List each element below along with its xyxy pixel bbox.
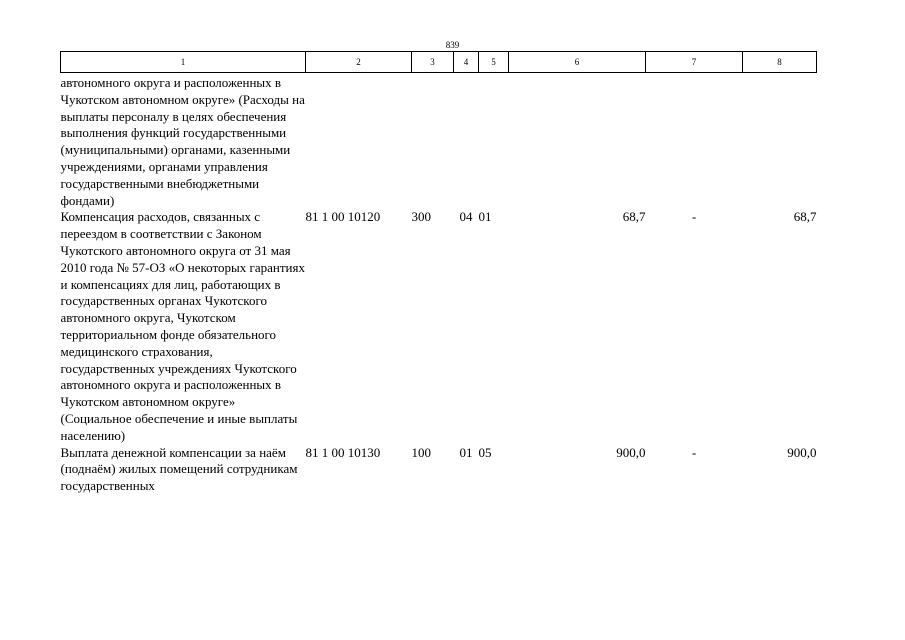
row-name: Выплата денежной компенсации за наём (поднаём) жилых помещений сотрудникам государственных xyxy=(60,444,298,494)
row-col-4: 04 xyxy=(459,209,473,225)
row-code: 81 1 00 10120 xyxy=(305,209,381,225)
row-col-7: - xyxy=(691,209,697,225)
table-row xyxy=(61,73,817,210)
row-col-5: 05 xyxy=(478,444,492,460)
table-row xyxy=(61,209,817,444)
row-col-7 xyxy=(646,73,743,210)
header-cell-3: 3 xyxy=(412,52,454,73)
row-col-6: 900,0 xyxy=(616,444,646,460)
row-col-4 xyxy=(454,73,479,210)
header-cell-1: 1 xyxy=(61,52,306,73)
header-cell-5: 5 xyxy=(479,52,509,73)
header-cell-4: 4 xyxy=(454,52,479,73)
row-col-5 xyxy=(479,73,509,210)
row-col-6 xyxy=(509,73,646,210)
row-col-6: 68,7 xyxy=(622,209,646,225)
header-cell-7: 7 xyxy=(646,52,743,73)
budget-table xyxy=(60,51,817,495)
row-col-8: 68,7 xyxy=(793,209,817,225)
row-name: Компенсация расходов, связанных с переездом в соответствии с Законом Чукотского автономного округа от 31 мая 2010 года № 57-ОЗ «О некоторых гарантиях и компенсациях для лиц, работающих в государственных органах Чукотского автономного округа, Чукотском территориальном фонде обязательного медицинского страхования, государственных учреждениях Чукотского автономного округа и расположенных в Чукотском автономном округе» (Социальное обеспечение и иные выплаты населению) xyxy=(60,209,305,443)
row-col-3: 100 xyxy=(411,444,431,460)
row-col-4: 01 xyxy=(459,444,473,460)
header-cell-8: 8 xyxy=(743,52,817,73)
row-col-3 xyxy=(412,73,454,210)
row-col-8: 900,0 xyxy=(787,444,817,460)
header-row xyxy=(61,52,817,73)
row-code: 81 1 00 10130 xyxy=(305,444,381,460)
header-cell-6: 6 xyxy=(509,52,646,73)
row-col-3: 300 xyxy=(411,209,431,225)
row-col-8 xyxy=(743,73,817,210)
table-row xyxy=(61,445,817,495)
row-name: автономного округа и расположенных в Чукотском автономном округе» (Расходы на выплаты персоналу в целях обеспечения выполнения функций государственными (муниципальными) органами, казенными учреждениями, органами управления государственными внебюджетными фондами) xyxy=(60,75,305,208)
page-number: 839 xyxy=(445,40,460,50)
row-col-5: 01 xyxy=(478,209,492,225)
row-col-7: - xyxy=(691,444,697,460)
row-code xyxy=(306,73,412,210)
header-cell-2: 2 xyxy=(306,52,412,73)
